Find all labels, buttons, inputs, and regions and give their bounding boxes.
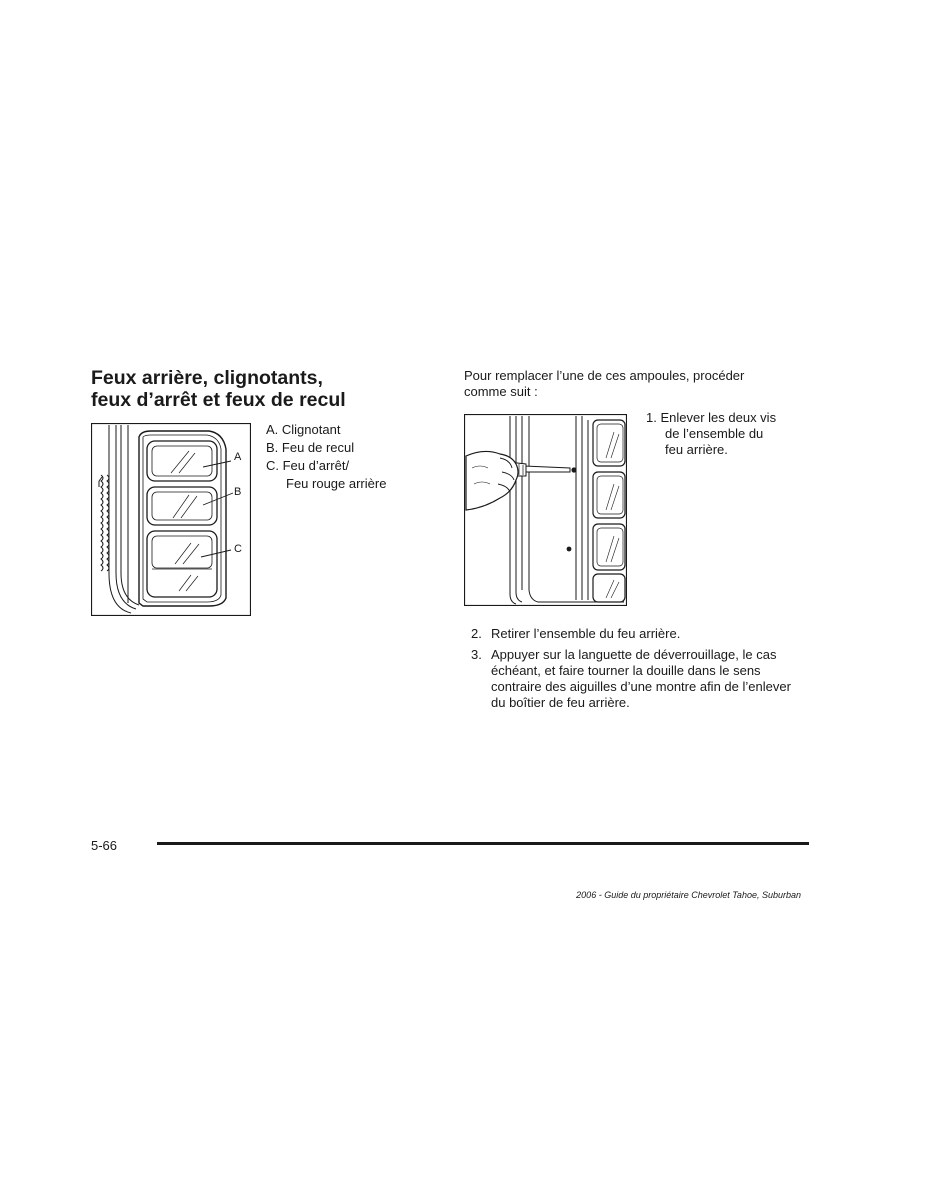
tail-lamp-illustration	[91, 423, 251, 616]
legend-item-c-continued: Feu rouge arrière	[286, 476, 387, 491]
step-1-line-3: feu arrière.	[665, 442, 728, 457]
step-2	[471, 626, 821, 642]
step-3-number: 3.	[471, 647, 482, 662]
callout-c: C	[234, 543, 242, 555]
figure-legend	[266, 421, 386, 493]
step-3-text	[491, 647, 821, 711]
step-1-line-1: 1. Enlever les deux vis	[646, 410, 777, 425]
tail-lamp-figure	[91, 423, 251, 616]
step-1	[646, 410, 826, 458]
step-1-line-2: de l’ensemble du	[665, 426, 764, 441]
step-2-number: 2.	[471, 626, 482, 641]
callout-a: A	[234, 451, 242, 463]
legend-item-b: B. Feu de recul	[266, 440, 355, 455]
screw-removal-figure	[464, 414, 627, 606]
callout-b: B	[234, 486, 242, 498]
intro-line-1: Pour remplacer l’une de ces ampoules, procéder	[464, 368, 745, 383]
step-3	[471, 647, 821, 711]
page-rule	[157, 842, 809, 845]
step-3-line-1: Appuyer sur la languette de déverrouillage, le cas	[491, 647, 777, 662]
legend-item-c: C. Feu d’arrêt/	[266, 458, 350, 473]
legend-item-a: A. Clignotant	[266, 422, 341, 437]
section-title	[91, 367, 431, 411]
section-title-line-2: feux d’arrêt et feux de recul	[91, 389, 346, 411]
intro-paragraph	[464, 368, 784, 400]
section-title-line-1: Feux arrière, clignotants,	[91, 367, 323, 389]
step-2-text: Retirer l’ensemble du feu arrière.	[491, 626, 681, 641]
step-3-line-3: contraire des aiguilles d’une montre afin de l’enlever	[491, 679, 791, 694]
steps-list	[471, 626, 821, 716]
screw-removal-illustration	[464, 414, 627, 606]
page-footer: 2006 - Guide du propriétaire Chevrolet Tahoe, Suburban	[576, 890, 801, 900]
step-3-line-2: échéant, et faire tourner la douille dans le sens	[491, 663, 761, 678]
page-number: 5-66	[91, 838, 118, 853]
intro-line-2: comme suit :	[464, 384, 538, 399]
step-3-line-4: du boîtier de feu arrière.	[491, 695, 630, 710]
